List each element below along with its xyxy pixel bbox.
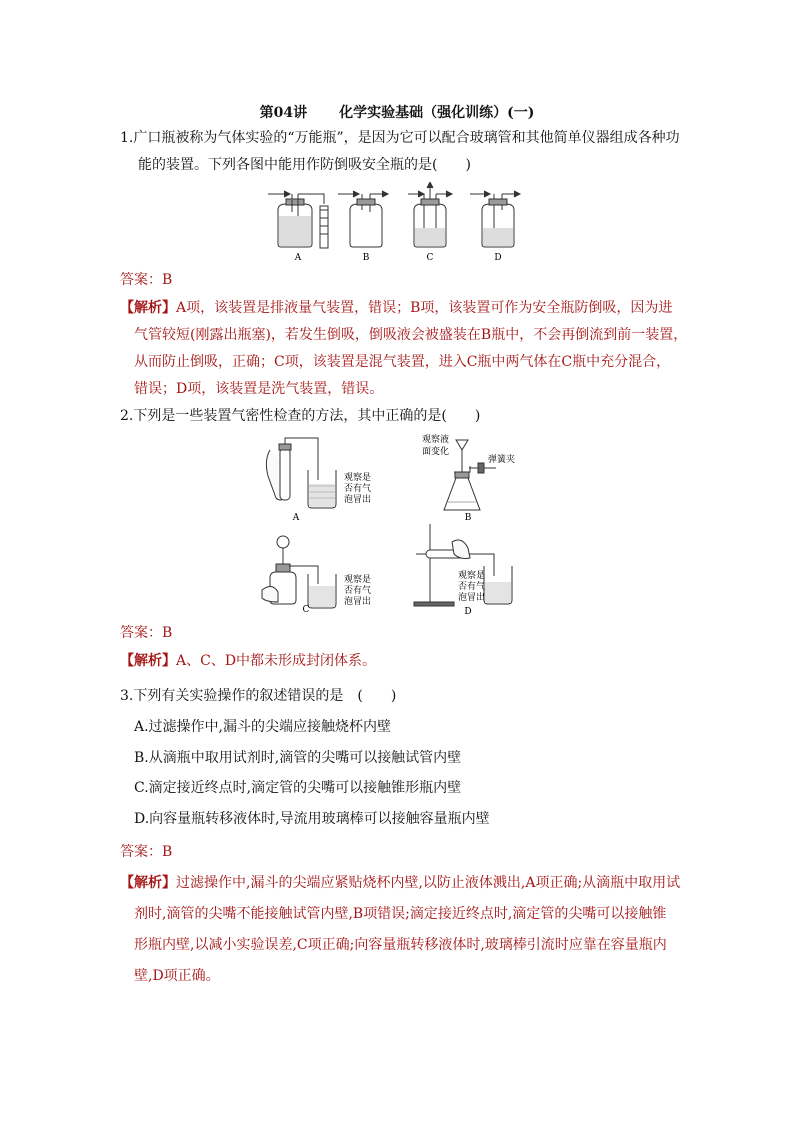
q2-a-observe2: 否有气 <box>344 484 372 494</box>
q1-figure <box>258 182 538 262</box>
q3-analysis-line2: 剂时,滴管的尖嘴不能接触试管内壁,B项错误;滴定接近终点时,滴定管的尖嘴可以接触锥 <box>134 906 667 922</box>
q2-d-observe3: 泡冒出 <box>458 593 486 603</box>
q2-b-observe2: 面变化 <box>422 447 450 457</box>
setup-a <box>266 438 336 508</box>
q2-b-clamp: 弹簧夹 <box>488 455 516 465</box>
q2-d-observe2: 否有气 <box>458 582 486 592</box>
q2-b-observe1: 观察液 <box>422 435 450 445</box>
bottle-b <box>338 191 388 247</box>
q2-analysis <box>120 651 376 671</box>
q1-analysis-line2: 气管较短(刚露出瓶塞)，若发生倒吸，倒吸液会被盛装在B瓶中，不会再倒流到前一装置， <box>134 327 688 343</box>
q1-label-b: B <box>362 253 370 262</box>
setup-c <box>262 536 336 608</box>
q1-stem-line1: 1.广口瓶被称为气体实验的“万能瓶”，是因为它可以配合玻璃管和其他简单仪器组成各种功 <box>120 130 680 146</box>
q2-figure <box>256 432 526 616</box>
q3-option-a: A.过滤操作中,漏斗的尖端应接触烧杯内壁 <box>134 719 392 735</box>
q1-analysis-line3: 从而防止倒吸，正确；C项，该装置是混气装置，进入C瓶中两气体在C瓶中充分混合， <box>134 354 671 370</box>
analysis-tag: 【解析】 <box>120 653 176 669</box>
q2-a-observe1: 观察是 <box>344 473 372 483</box>
q2-a-observe3: 泡冒出 <box>344 495 372 505</box>
q3-analysis-text1: 过滤操作中,漏斗的尖端应紧贴烧杯内壁,以防止液体溅出,A项正确;从滴瓶中取用试 <box>176 875 681 891</box>
q2-d-observe1: 观察是 <box>458 571 486 581</box>
q2-stem: 2.下列是一些装置气密性检查的方法，其中正确的是( ) <box>120 408 481 424</box>
page-title <box>0 102 794 122</box>
q2-label-b: B <box>464 513 472 523</box>
q3-stem: 3.下列有关实验操作的叙述错误的是 ( ) <box>120 688 397 704</box>
q2-answer: 答案：B <box>120 625 173 641</box>
analysis-tag: 【解析】 <box>120 875 176 891</box>
q3-analysis-line4: 壁,D项正确。 <box>134 968 220 984</box>
q3-analysis-line1 <box>120 873 680 893</box>
q1-analysis-line4: 错误；D项，该装置是洗气装置，错误。 <box>134 381 384 397</box>
lecture-topic: 化学实验基础（强化训练）(一) <box>339 105 535 121</box>
q3-option-b: B.从滴瓶中取用试剂时,滴管的尖嘴可以接触试管内壁 <box>134 750 462 766</box>
q1-analysis-line1 <box>120 298 672 318</box>
q2-c-observe2: 否有气 <box>344 586 372 596</box>
q2-label-d: D <box>464 607 472 616</box>
q2-c-observe3: 泡冒出 <box>344 597 372 607</box>
bottle-d <box>470 191 520 247</box>
q1-stem-line2: 能的装置。下列各图中能用作防倒吸安全瓶的是( ) <box>138 157 471 173</box>
q1-label-d: D <box>494 253 502 262</box>
q1-label-a: A <box>294 253 302 262</box>
q3-option-c: C.滴定接近终点时,滴定管的尖嘴可以接触锥形瓶内壁 <box>134 780 462 796</box>
lecture-number: 第04讲 <box>259 105 308 121</box>
q3-answer: 答案：B <box>120 844 173 860</box>
bottle-c <box>408 182 452 247</box>
q3-option-d: D.向容量瓶转移液体时,导流用玻璃棒可以接触容量瓶内壁 <box>134 811 490 827</box>
q1-answer: 答案：B <box>120 272 173 288</box>
setup-b <box>444 440 496 510</box>
q1-analysis-text1: A项，该装置是排液量气装置，错误；B项，该装置可作为安全瓶防倒吸，因为进 <box>176 300 673 316</box>
q2-c-observe1: 观察是 <box>344 575 372 585</box>
q1-label-c: C <box>426 253 434 262</box>
q2-label-a: A <box>292 513 300 523</box>
q3-analysis-line3: 形瓶内壁,以减小实验误差,C项正确;向容量瓶转移液体时,玻璃棒引流时应靠在容量瓶内 <box>134 937 667 953</box>
bottle-a <box>268 191 328 248</box>
analysis-tag: 【解析】 <box>120 300 176 316</box>
q2-analysis-text: A、C、D中都未形成封闭体系。 <box>176 653 377 669</box>
q2-label-c: C <box>302 605 310 615</box>
